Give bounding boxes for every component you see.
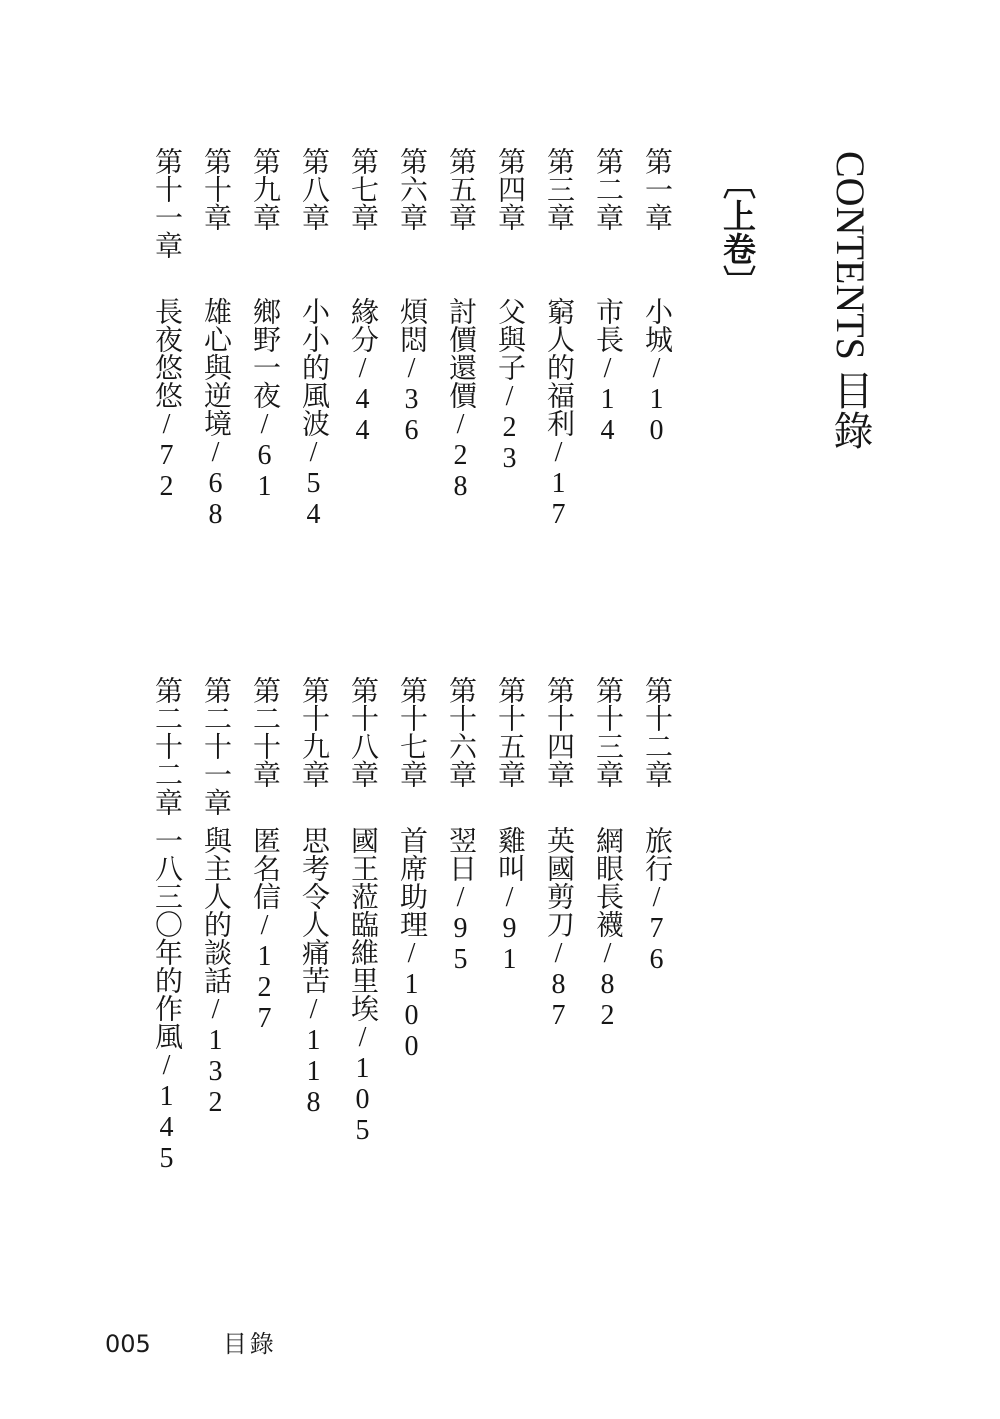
toc-entry	[593, 147, 621, 747]
chapter-number: 第九章	[249, 147, 280, 231]
page-separator: /	[445, 409, 476, 440]
chapter-body	[642, 826, 670, 975]
chapter-page: 91	[494, 913, 525, 975]
chapter-number: 第二十章	[249, 676, 280, 788]
chapter-body	[152, 826, 180, 1174]
page-separator: /	[396, 353, 427, 384]
chapter-page: 14	[592, 384, 623, 446]
toc-entry	[299, 147, 327, 747]
chapter-title: 國王蒞臨維里埃	[347, 826, 378, 1022]
toc-entry	[495, 676, 523, 1276]
page-separator: /	[347, 1022, 378, 1053]
toc-entry	[544, 676, 572, 1276]
toc-entry	[250, 147, 278, 747]
toc-entry	[348, 676, 376, 1276]
chapter-body	[544, 297, 572, 530]
toc-section-lower	[131, 676, 670, 1276]
chapter-body	[299, 297, 327, 530]
page-separator: /	[543, 437, 574, 468]
contents-title: CONTENTS 目錄	[828, 151, 873, 450]
chapter-page: 87	[543, 969, 574, 1031]
toc-entry	[348, 147, 376, 747]
page-separator: /	[543, 938, 574, 969]
toc-section-upper	[131, 147, 670, 747]
chapter-page: 127	[249, 941, 280, 1034]
chapter-page: 44	[347, 384, 378, 446]
chapter-body	[250, 826, 278, 1034]
page-separator: /	[151, 409, 182, 440]
chapter-page: 17	[543, 468, 574, 530]
chapter-title: 市長	[592, 297, 623, 353]
toc-entry	[446, 676, 474, 1276]
toc-entry	[299, 676, 327, 1276]
chapter-body	[397, 826, 425, 1062]
chapter-number: 第二十一章	[200, 676, 231, 816]
chapter-page: 54	[298, 468, 329, 530]
chapter-page: 36	[396, 384, 427, 446]
chapter-number: 第二章	[592, 147, 623, 231]
chapter-body	[446, 826, 474, 975]
toc-entry	[642, 676, 670, 1276]
chapter-number: 第十七章	[396, 676, 427, 788]
chapter-body	[593, 297, 621, 446]
chapter-title: 英國剪刀	[543, 826, 574, 938]
chapter-body	[397, 297, 425, 446]
chapter-body	[446, 297, 474, 502]
chapter-title: 首席助理	[396, 826, 427, 938]
chapter-page: 145	[151, 1081, 182, 1174]
chapter-body	[495, 826, 523, 975]
volume-label: 〔上卷〕	[718, 166, 754, 298]
chapter-number: 第二十二章	[151, 676, 182, 816]
chapter-body	[348, 826, 376, 1146]
page-separator: /	[592, 938, 623, 969]
chapter-body	[544, 826, 572, 1031]
chapter-body	[201, 826, 229, 1118]
chapter-page: 105	[347, 1053, 378, 1146]
page-separator: /	[249, 409, 280, 440]
chapter-title: 鄉野一夜	[249, 297, 280, 409]
chapter-body	[299, 826, 327, 1118]
chapter-body	[642, 297, 670, 446]
footer-label: 目錄	[222, 1330, 277, 1358]
chapter-title: 雄心與逆境	[200, 297, 231, 437]
chapter-title: 小城	[641, 297, 672, 353]
chapter-page: 28	[445, 440, 476, 502]
footer-page-number: 005	[105, 1330, 151, 1358]
chapter-page: 61	[249, 440, 280, 502]
chapter-title: 網眼長襪	[592, 826, 623, 938]
toc-entry	[593, 676, 621, 1276]
toc-entry	[397, 147, 425, 747]
toc-entry	[642, 147, 670, 747]
page-separator: /	[347, 353, 378, 384]
chapter-number: 第十八章	[347, 676, 378, 788]
chapter-title: 長夜悠悠	[151, 297, 182, 409]
chapter-page: 68	[200, 468, 231, 530]
page-separator: /	[641, 353, 672, 384]
chapter-number: 第八章	[298, 147, 329, 231]
chapter-body	[348, 297, 376, 446]
chapter-number: 第五章	[445, 147, 476, 231]
chapter-number: 第七章	[347, 147, 378, 231]
chapter-number: 第十二章	[641, 676, 672, 788]
page-separator: /	[200, 437, 231, 468]
chapter-body	[495, 297, 523, 474]
toc-entry	[446, 147, 474, 747]
toc-entry	[201, 676, 229, 1276]
chapter-body	[250, 297, 278, 502]
page-separator: /	[494, 381, 525, 412]
chapter-title: 小小的風波	[298, 297, 329, 437]
toc-entry	[152, 147, 180, 747]
chapter-number: 第三章	[543, 147, 574, 231]
page-separator: /	[200, 994, 231, 1025]
chapter-title: 翌日	[445, 826, 476, 882]
footer	[105, 1324, 277, 1359]
chapter-page: 76	[641, 913, 672, 975]
chapter-number: 第十章	[200, 147, 231, 231]
chapter-title: 匿名信	[249, 826, 280, 910]
chapter-title: 思考令人痛苦	[298, 826, 329, 994]
chapter-page: 95	[445, 913, 476, 975]
page-separator: /	[298, 994, 329, 1025]
chapter-number: 第六章	[396, 147, 427, 231]
chapter-title: 討價還價	[445, 297, 476, 409]
chapter-number: 第十四章	[543, 676, 574, 788]
chapter-number: 第十三章	[592, 676, 623, 788]
chapter-body	[201, 297, 229, 530]
chapter-title: 窮人的福利	[543, 297, 574, 437]
chapter-number: 第十六章	[445, 676, 476, 788]
chapter-page: 100	[396, 969, 427, 1062]
page-separator: /	[396, 938, 427, 969]
chapter-title: 與主人的談話	[200, 826, 231, 994]
toc-entry	[250, 676, 278, 1276]
chapter-page: 23	[494, 412, 525, 474]
chapter-title: 雞叫	[494, 826, 525, 882]
chapter-number: 第四章	[494, 147, 525, 231]
chapter-title: 煩悶	[396, 297, 427, 353]
chapter-number: 第十五章	[494, 676, 525, 788]
chapter-number: 第十一章	[151, 147, 182, 259]
toc-entry	[544, 147, 572, 747]
page-separator: /	[445, 882, 476, 913]
page-separator: /	[641, 882, 672, 913]
chapter-page: 10	[641, 384, 672, 446]
chapter-page: 82	[592, 969, 623, 1031]
page-separator: /	[151, 1050, 182, 1081]
chapter-page: 118	[298, 1025, 329, 1118]
chapter-body	[593, 826, 621, 1031]
chapter-page: 72	[151, 440, 182, 502]
chapter-title: 父與子	[494, 297, 525, 381]
toc-entry	[152, 676, 180, 1276]
page-separator: /	[298, 437, 329, 468]
chapter-number: 第一章	[641, 147, 672, 231]
page-separator: /	[592, 353, 623, 384]
chapter-number: 第十九章	[298, 676, 329, 788]
toc-entry	[495, 147, 523, 747]
toc-entry	[201, 147, 229, 747]
chapter-title: 緣分	[347, 297, 378, 353]
page-separator: /	[249, 910, 280, 941]
chapter-page: 132	[200, 1025, 231, 1118]
chapter-title: 一八三〇年的作風	[151, 826, 182, 1050]
chapter-title: 旅行	[641, 826, 672, 882]
chapter-body	[152, 297, 180, 502]
toc-entry	[397, 676, 425, 1276]
page-separator: /	[494, 882, 525, 913]
